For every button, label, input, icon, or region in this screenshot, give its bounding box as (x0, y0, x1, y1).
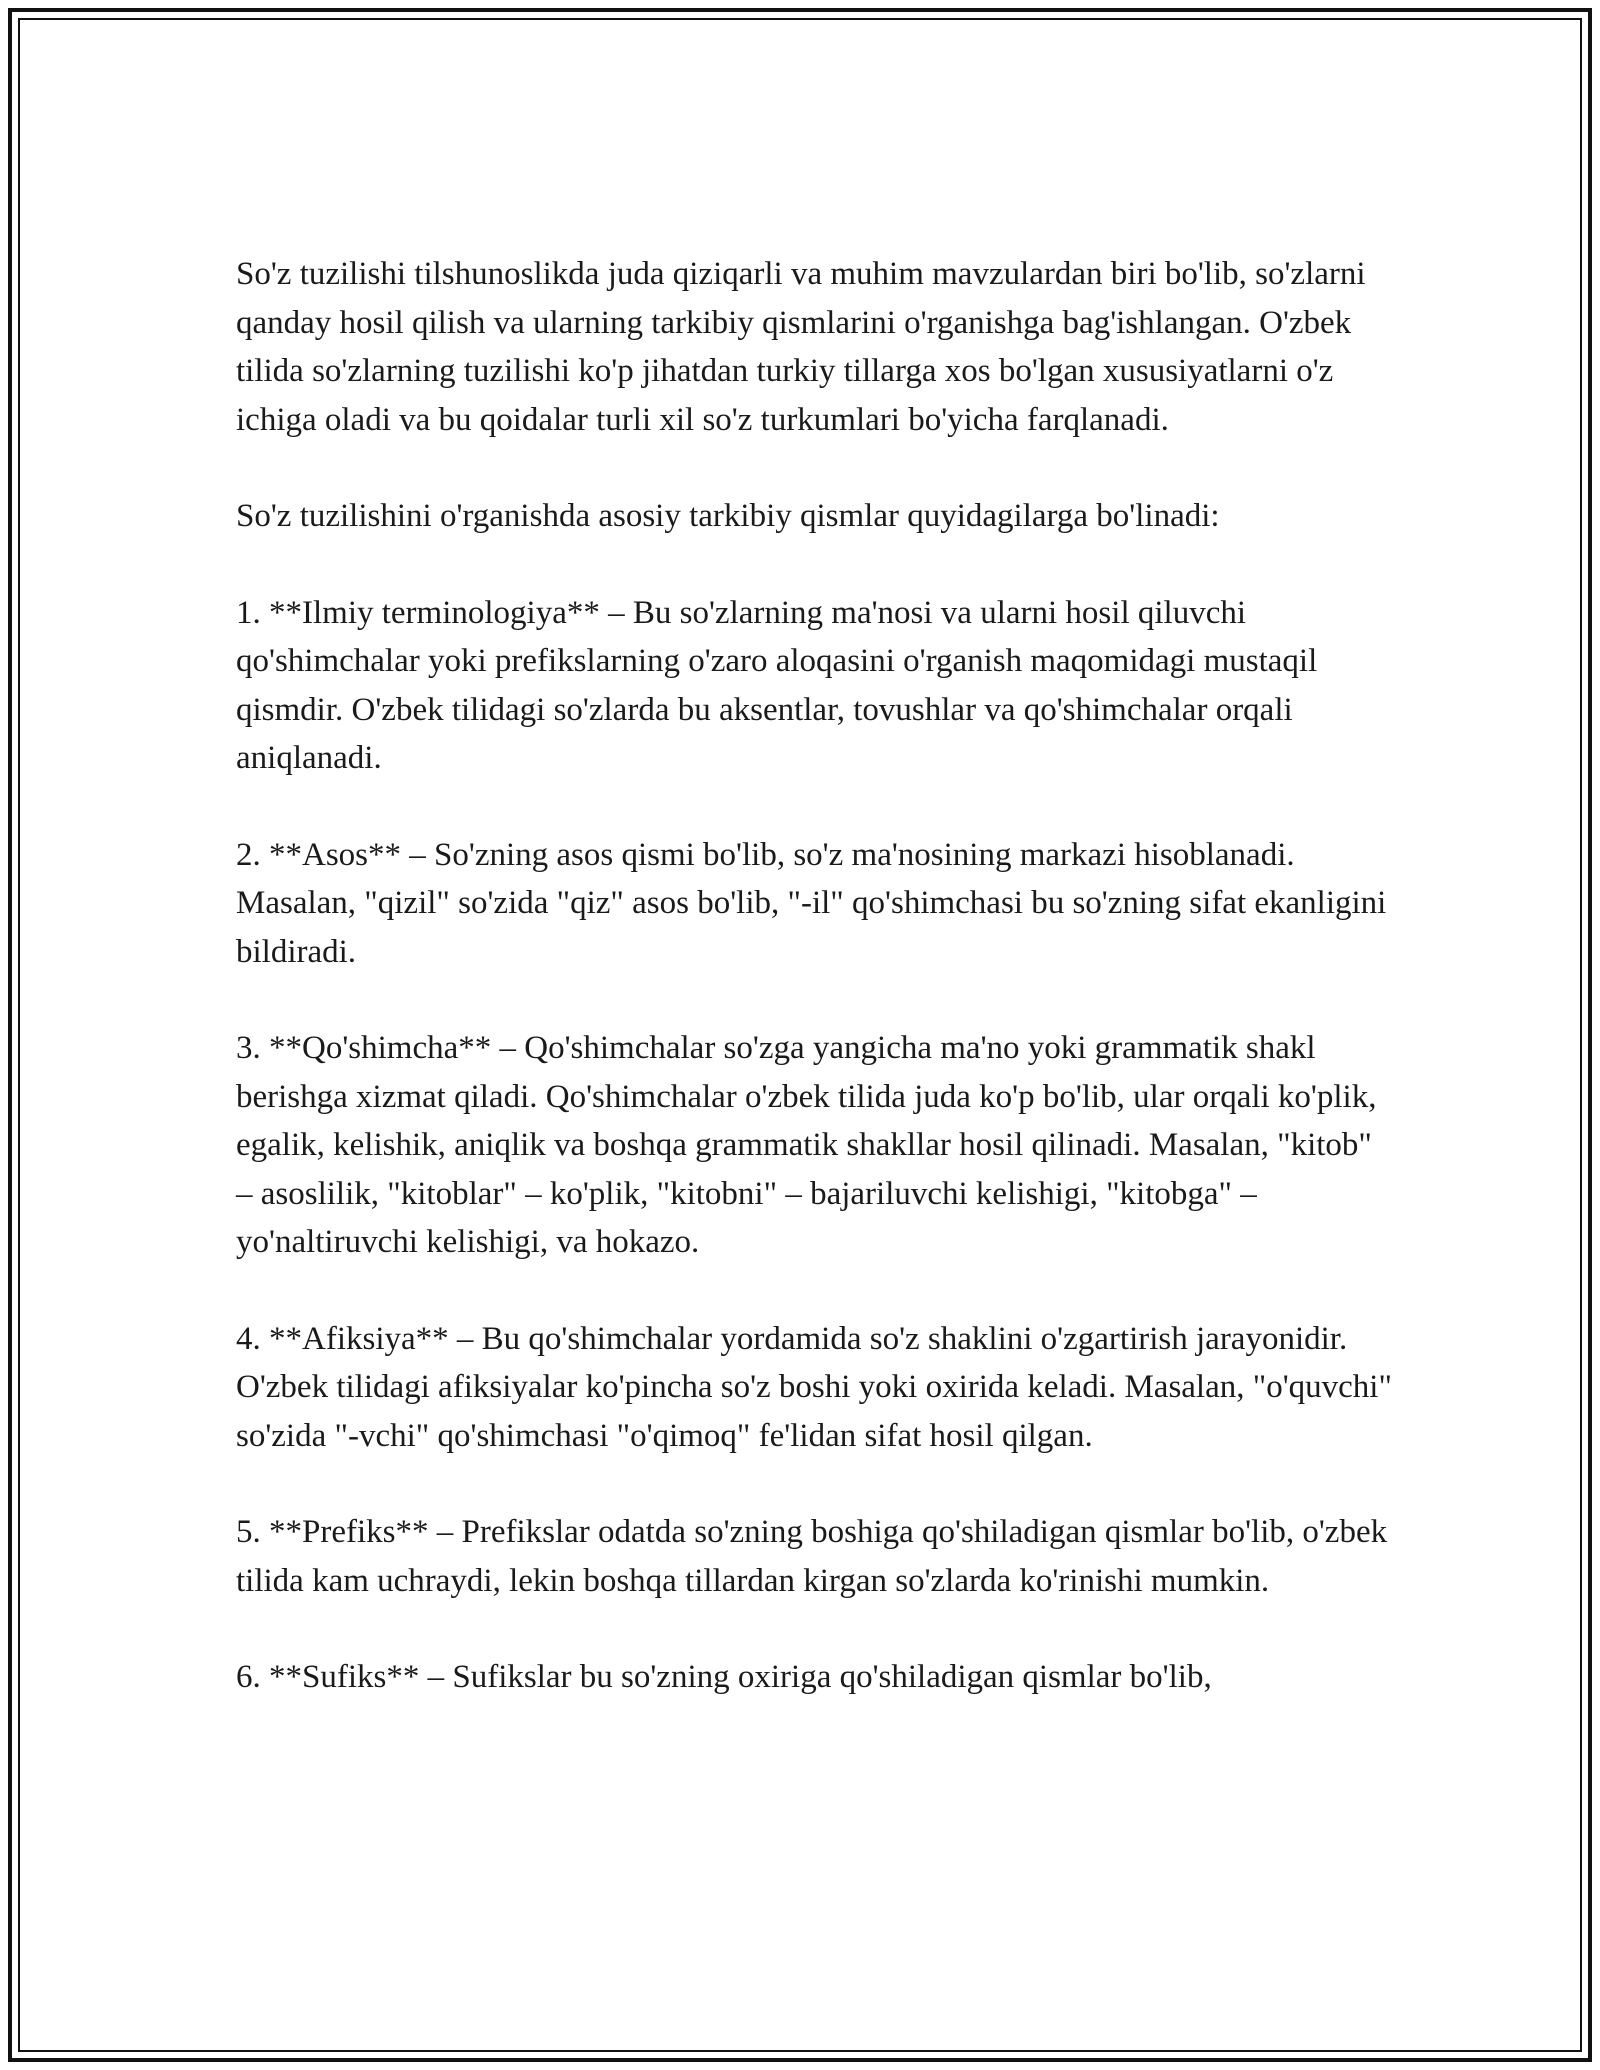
list-item-prefiks: 5. **Prefiks** – Prefikslar odatda so'zning boshiga qo'shiladigan qismlar bo'lib, o'zbek tilida kam uchraydi, lekin boshqa tillardan kirgan so'zlarda ko'rinishi mumkin. (236, 1514, 1388, 1599)
paragraph-list-lead: So'z tuzilishini o'rganishda asosiy tarkibiy qismlar quyidagilarga bo'linadi: (236, 498, 1220, 534)
list-item-sufiks: 6. **Sufiks** – Sufikslar bu so'zning oxiriga qo'shiladigan qismlar bo'lib, (236, 1659, 1212, 1695)
paragraph-intro: So'z tuzilishi tilshunoslikda juda qiziqarli va muhim mavzulardan biri bo'lib, so'zlarni qanday hosil qilish va ularning tarkibiy qismlarini o'rganishga bag'ishlangan. O'zbek tilida so'zlarning tuzilishi ko'p jihatdan turkiy tillarga xos bo'lgan xususiyatlarni o'z ichiga oladi va bu qoidalar turli xil so'z turkumlari bo'yicha farqlanadi. (236, 256, 1366, 438)
list-item-afiksiya: 4. **Afiksiya** – Bu qo'shimchalar yordamida so'z shaklini o'zgartirish jarayonidir. O'zbek tilidagi afiksiyalar ko'pincha so'z boshi yoki oxirida keladi. Masalan, "o'quvchi" so'zida "-vchi" qo'shimchasi "o'qimoq" fe'lidan sifat hosil qilgan. (236, 1320, 1392, 1454)
list-item-asos: 2. **Asos** – So'zning asos qismi bo'lib, so'z ma'nosining markazi hisoblanadi. Masalan, "qizil" so'zida "qiz" asos bo'lib, "-il" qo'shimchasi bu so'zning sifat ekanligini bildiradi. (236, 836, 1387, 970)
document-body (236, 250, 1396, 1702)
list-item-ilmiy-terminologiya: 1. **Ilmiy terminologiya** – Bu so'zlarning ma'nosi va ularni hosil qiluvchi qo'shimchalar yoki prefikslarning o'zaro aloqasini o'rganish maqomidagi mustaqil qismdir. O'zbek tilidagi so'zlarda bu aksentlar, tovushlar va qo'shimchalar orqali aniqlanadi. (236, 594, 1318, 776)
list-item-qoshimcha: 3. **Qo'shimcha** – Qo'shimchalar so'zga yangicha ma'no yoki grammatik shakl berishga xizmat qiladi. Qo'shimchalar o'zbek tilida juda ko'p bo'lib, ular orqali ko'plik, egalik, kelishik, aniqlik va boshqa grammatik shakllar hosil qilinadi. Masalan, "kitob" – asoslilik, "kitoblar" – ko'plik, "kitobni" – bajariluvchi kelishigi, "kitobga" – yo'naltiruvchi kelishigi, va hokazo. (236, 1030, 1377, 1260)
